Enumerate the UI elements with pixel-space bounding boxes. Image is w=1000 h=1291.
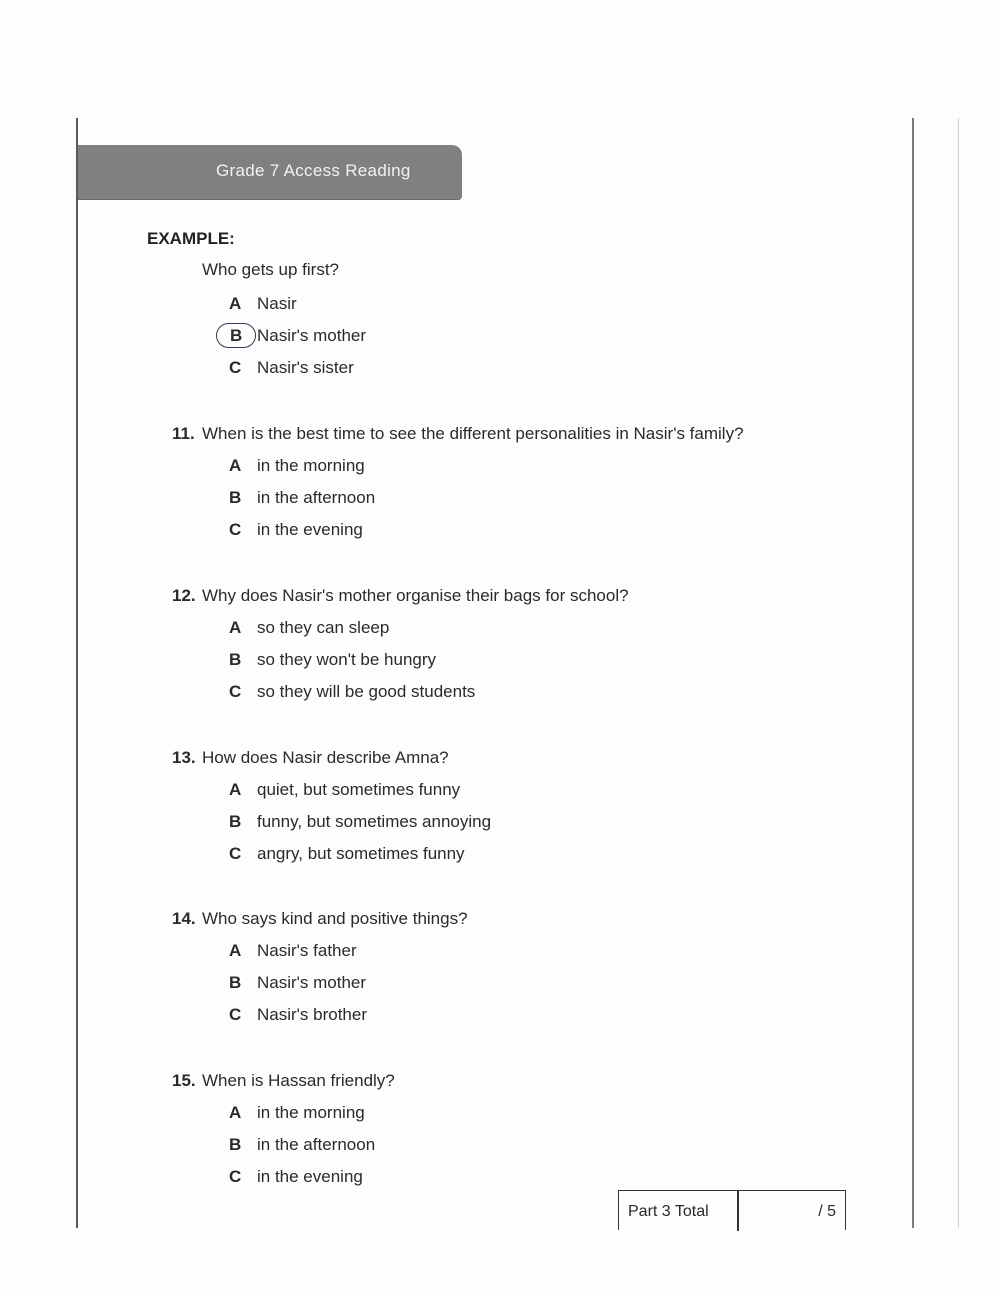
option-letter: B [229,973,242,992]
option-text: Nasir's sister [257,358,354,377]
page-edge-rule [958,118,959,1228]
option-text: in the evening [257,520,363,539]
right-margin-rule [912,118,914,1228]
option-text: Nasir's mother [257,973,367,992]
option-letter: A [229,780,242,799]
left-margin-rule [76,118,78,1228]
question-15-option-c[interactable] [229,1167,363,1191]
option-letter: A [229,941,242,960]
question-11-option-c[interactable] [229,520,363,544]
question-13 [172,748,449,768]
option-text: Nasir [257,294,297,313]
option-text: in the morning [257,1103,365,1122]
example-option-b[interactable] [229,326,366,350]
question-text: When is Hassan friendly? [202,1071,395,1090]
question-12-option-b[interactable] [229,650,436,674]
option-text: so they won't be hungry [257,650,437,669]
option-text: angry, but sometimes funny [257,844,465,863]
option-letter: B [229,650,242,669]
option-letter: B [229,1135,242,1154]
question-15 [172,1071,395,1091]
option-text: so they can sleep [257,618,390,637]
option-letter: C [229,844,242,863]
question-11-option-b[interactable] [229,488,375,512]
header-title: Grade 7 Access Reading [216,161,411,180]
option-letter: C [229,1167,242,1186]
option-letter: A [229,456,242,475]
question-11-option-a[interactable] [229,456,365,480]
option-letter: C [229,682,242,701]
question-text: Who says kind and positive things? [202,909,468,928]
example-option-c[interactable] [229,358,354,382]
question-text: How does Nasir describe Amna? [202,748,449,767]
question-12 [172,586,629,606]
option-letter: B [229,812,242,831]
option-text: funny, but sometimes annoying [257,812,492,831]
option-text: Nasir's brother [257,1005,368,1024]
part-total-divider [737,1191,739,1231]
question-13-option-b[interactable] [229,812,491,836]
question-text: Why does Nasir's mother organise their bags for school? [202,586,629,605]
option-text: in the afternoon [257,1135,376,1154]
example-question: Who gets up first? [202,260,340,279]
question-number: 15. [172,1071,196,1090]
option-letter: C [229,1005,242,1024]
option-letter: C [229,358,242,377]
question-15-option-a[interactable] [229,1103,365,1127]
question-14 [172,909,468,929]
question-14-option-c[interactable] [229,1005,367,1029]
header-banner [78,145,462,199]
option-text: Nasir's mother [257,326,367,345]
question-14-option-b[interactable] [229,973,366,997]
question-number: 12. [172,586,196,605]
option-text: so they will be good students [257,682,476,701]
question-15-option-b[interactable] [229,1135,375,1159]
question-13-option-a[interactable] [229,780,460,804]
question-14-option-a[interactable] [229,941,357,965]
option-text: quiet, but sometimes funny [257,780,461,799]
option-text: in the evening [257,1167,363,1186]
option-letter [229,326,257,346]
option-letter: A [229,294,242,313]
question-text: When is the best time to see the different personalities in Nasir's family? [202,424,744,443]
option-text: in the morning [257,456,365,475]
option-text: in the afternoon [257,488,376,507]
question-number: 13. [172,748,196,767]
option-letter-text: B [230,326,243,345]
question-13-option-c[interactable] [229,844,465,868]
option-text: Nasir's father [257,941,357,960]
part-total-box [618,1190,846,1230]
question-number: 11. [172,424,195,443]
part-total-score: / 5 [818,1203,836,1220]
option-letter: A [229,1103,242,1122]
question-11 [172,424,744,444]
part-total-label: Part 3 Total [628,1203,709,1220]
question-12-option-c[interactable] [229,682,475,706]
question-12-option-a[interactable] [229,618,389,642]
option-letter: B [229,488,242,507]
option-letter: C [229,520,242,539]
option-letter: A [229,618,242,637]
question-number: 14. [172,909,196,928]
example-option-a[interactable] [229,294,297,318]
example-label: EXAMPLE: [147,229,235,248]
